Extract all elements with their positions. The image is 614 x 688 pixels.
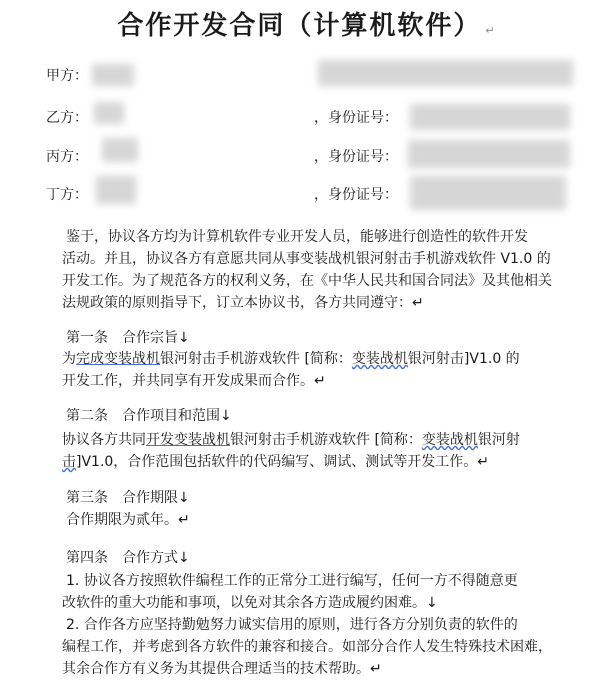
preamble-line-2: 活动。并且，协议各方有意愿共同从事变装战机银河射击手机游戏软件 V1.0 的 [62, 251, 551, 267]
preamble-line-1: 鉴于，协议各方均为计算机软件专业开发人员，能够进行创造性的软件开发 [66, 229, 528, 245]
party-b-label: 乙方： [46, 110, 88, 126]
text-run: 银河射击手机游戏软件 [简称： [230, 432, 422, 448]
text-run: 银河射 [477, 432, 520, 448]
wavy-underlined-run: 击 [62, 454, 76, 470]
article-1-line-1 [62, 348, 520, 370]
paragraph-mark-icon: ↵ [485, 24, 497, 37]
wavy-underlined-run: 变装战机 [351, 351, 408, 367]
text-run: 银河射击手机游戏软件 [简称： [160, 351, 352, 367]
article-1-line-2: 开发工作，并共同享有开发成果而合作。↵ [62, 373, 326, 389]
text-run: 为 [62, 351, 76, 367]
contract-title [0, 6, 614, 51]
redacted-party-a-name [92, 64, 134, 86]
party-c-id-label: ，身份证号： [314, 149, 398, 165]
redacted-party-d-id [410, 176, 566, 210]
underlined-run: 开发变装战机 [146, 432, 230, 448]
article-4-heading: 第四条 合作方式↓ [66, 550, 190, 566]
redacted-party-b-id [410, 104, 570, 130]
article-4-line-1: 1. 协议各方按照软件编程工作的正常分工进行编写，任何一方不得随意更 [66, 573, 518, 589]
article-4-line-5: 其余合作方有义务为其提供合理适当的技术帮助。↵ [62, 661, 382, 677]
redacted-party-c-name [102, 138, 138, 162]
title-text: 合作开发合同（计算机软件） [117, 11, 482, 41]
article-4-line-2: 改软件的重大功能和事项，以免对其余各方造成履约困难。↓ [62, 595, 438, 611]
redacted-party-b-name [94, 102, 124, 124]
text-run: 协议各方共同 [62, 432, 146, 448]
text-run: 银河射击]V1.0 的 [407, 351, 520, 367]
article-2-line-2 [62, 451, 489, 473]
party-d-label: 丁方： [46, 187, 88, 203]
article-3-body: 合作期限为贰年。↵ [66, 512, 190, 528]
article-1-heading: 第一条 合作宗旨↓ [66, 330, 190, 346]
text-run: ]V1.0，合作范围包括软件的代码编写、调试、测试等开发工作。↵ [76, 454, 490, 470]
redacted-party-a-info [318, 60, 573, 86]
redacted-party-d-name [96, 176, 136, 204]
article-2-line-1 [62, 429, 520, 451]
wavy-underlined-run: 变装战机 [421, 432, 478, 448]
underlined-run: 完成变装战机 [76, 351, 160, 367]
article-4-line-4: 编程工作，并考虑到各方软件的兼容和接合。如部分合作人发生特殊技术困难， [62, 639, 552, 655]
preamble-line-4: 法规政策的原则指导下，订立本协议书，各方共同遵守：↵ [62, 295, 424, 311]
article-2-heading: 第二条 合作项目和范围↓ [66, 408, 232, 424]
party-a-label: 甲方： [46, 68, 88, 84]
article-3-heading: 第三条 合作期限↓ [66, 490, 190, 506]
party-c-label: 丙方： [46, 149, 88, 165]
preamble-line-3: 开发工作。为了规范各方的权利义务，在《中华人民共和国合同法》及其他相关 [62, 273, 552, 289]
party-d-id-label: ，身份证号： [314, 187, 398, 203]
party-b-id-label: ，身份证号： [314, 110, 398, 126]
article-4-line-3: 2. 合作各方应坚持勤勉努力诚实信用的原则，进行各方分别负责的软件的 [66, 617, 518, 633]
redacted-party-c-id [408, 140, 570, 168]
